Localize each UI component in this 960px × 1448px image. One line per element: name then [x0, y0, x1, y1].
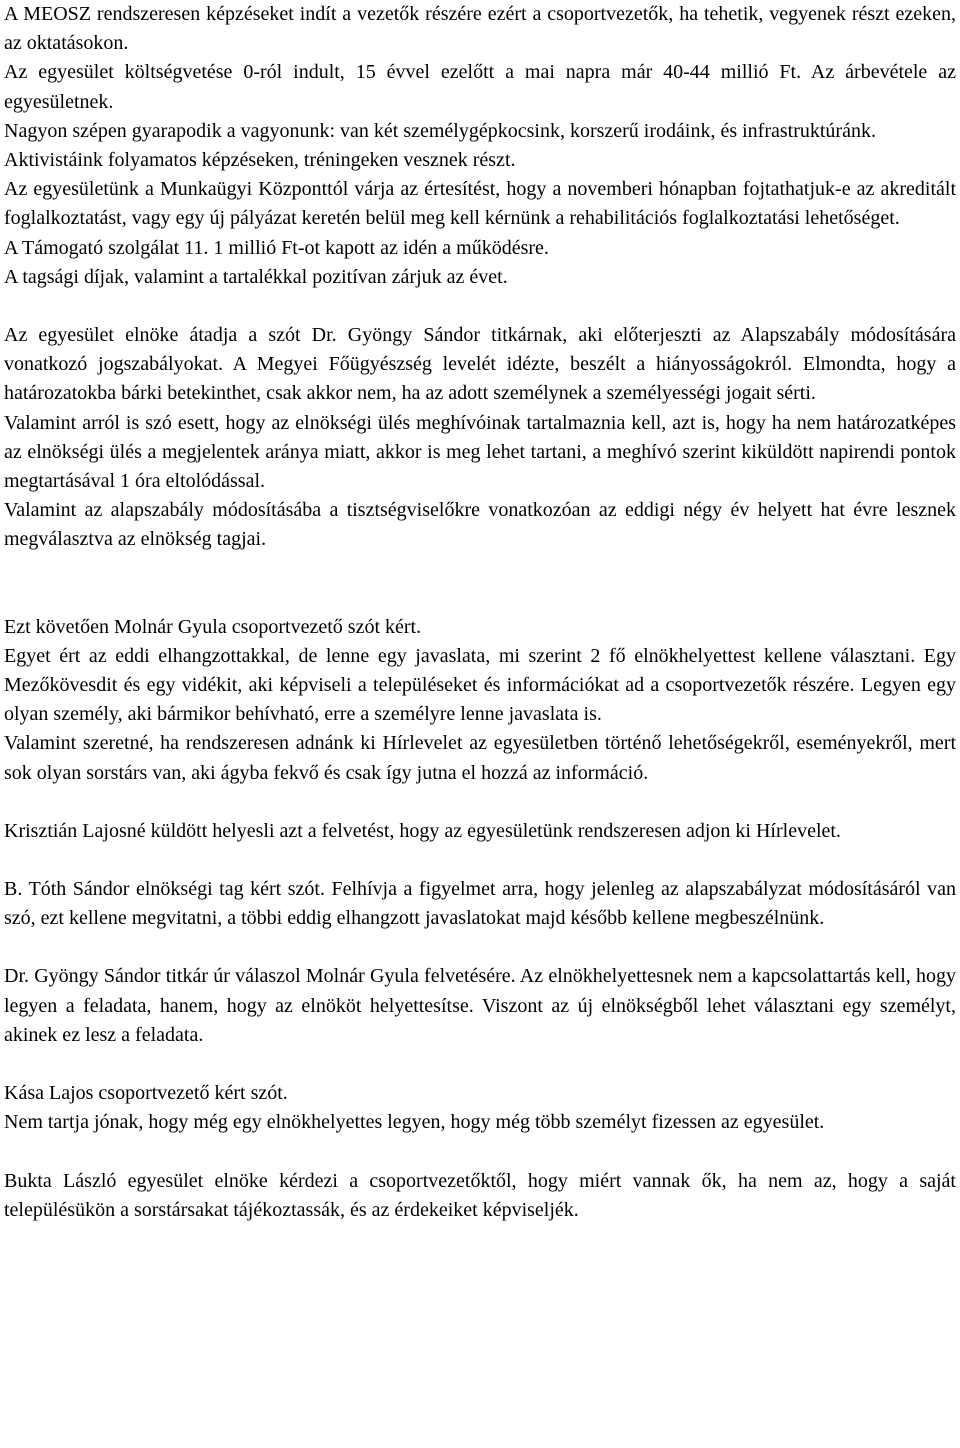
- paragraph-toth: B. Tóth Sándor elnökségi tag kért szót. Felhívja a figyelmet arra, hogy jelenleg az alapszabályzat módosításáról van szó, ezt kellene megvitatni, a többi eddig elhangzott javaslatokat majd később kellene megbeszélnünk.: [4, 878, 956, 930]
- paragraph-molnar-proposal: Egyet ért az eddi elhangzottakkal, de lenne egy javaslata, mi szerint 2 fő elnökhelyettest kellene választani. Egy Mezőkövesdit és egy vidékit, aki képviseli a településeket és információkat ad a csoportvezetők részére. Legyen egy olyan személy, aki bármikor behívható, erre a személyre lenne javaslata is.: [4, 644, 956, 726]
- paragraph-gyongy-reply: Dr. Gyöngy Sándor titkár úr válaszol Molnár Gyula felvetésére. Az elnökhelyettesnek nem a kapcsolattartás kell, hogy legyen a feladata, hanem, hogy az elnököt helyettesítse. Viszont az új elnökségből lehet választani egy személyt, akinek ez lesz a feladata.: [4, 965, 956, 1046]
- spacer: [4, 933, 956, 962]
- paragraph-budget: Az egyesület költségvetése 0-ról indult, 15 évvel ezelőtt a mai napra már 40-44 millió Ft. Az árbevétele az egyesületnek.: [4, 61, 956, 113]
- spacer: [4, 788, 956, 817]
- paragraph-support-service: A Támogató szolgálat 11. 1 millió Ft-ot kapott az idén a működésre.: [4, 236, 549, 259]
- spacer: [4, 555, 956, 613]
- paragraph-kasa-opinion: Nem tartja jónak, hogy még egy elnökhelyettes legyen, hogy még több személyt fizessen az egyesület.: [4, 1111, 825, 1134]
- paragraph-newsletter: Valamint szeretné, ha rendszeresen adnánk ki Hírlevelet az egyesületben történő lehetőségekről, eseményekről, mert sok olyan sorstárs van, aki ágyba fekvő és csak így jutna el hozzá az információ.: [4, 732, 956, 784]
- paragraph-bukta-question: Bukta László egyesület elnöke kérdezi a csoportvezetőktől, hogy miért vannak ők, ha nem az, hogy a saját településükön a sorstársakat tájékoztassák, és az érdekeiket képviseljék.: [4, 1169, 956, 1221]
- paragraph-krisztian: Krisztián Lajosné küldött helyesli azt a felvetést, hogy az egyesületünk rendszeresen adjon ki Hírlevelet.: [4, 819, 841, 842]
- paragraph-training: A MEOSZ rendszeresen képzéseket indít a vezetők részére ezért a csoportvezetők, ha tehetik, vegyenek részt ezeken, az oktatásokon.: [4, 3, 956, 55]
- paragraph-assets: Nagyon szépen gyarapodik a vagyonunk: van két személygépkocsink, korszerű irodáink, és infrastruktúránk.: [4, 119, 876, 142]
- paragraph-meeting-invitations: Valamint arról is szó esett, hogy az elnökségi ülés meghívóinak tartalmaznia kell, azt is, hogy ha nem határozatképes az elnökségi ülés a megjelentek aránya miatt, akkor is meg lehet tartani, a meghívó szerint kiküldött napirendi pontok megtartásával 1 óra eltolódással.: [4, 411, 956, 493]
- paragraph-activists: Aktivistáink folyamatos képzéseken, tréningeken vesznek részt.: [4, 149, 516, 172]
- paragraph-employment: Az egyesületünk a Munkaügyi Központtól várja az értesítést, hogy a novemberi hónapban fojtathatjuk-e az akreditált foglalkoztatást, vagy egy új pályázat keretén belül meg kell kérnünk a rehabilitációs foglalkoztatási lehetőséget.: [4, 178, 956, 230]
- paragraph-kasa-request: Kása Lajos csoportvezető kért szót.: [4, 1082, 288, 1105]
- spacer: [4, 846, 956, 875]
- spacer: [4, 1138, 956, 1167]
- spacer: [4, 1050, 956, 1079]
- paragraph-molnar-request: Ezt követően Molnár Gyula csoportvezető szót kért.: [4, 615, 422, 638]
- paragraph-membership-fees: A tagsági díjak, valamint a tartalékkal pozitívan zárjuk az évet.: [4, 265, 508, 288]
- document-page: [4, 0, 956, 1225]
- paragraph-term-change: Valamint az alapszabály módosításába a tisztségviselőkre vonatkozóan az eddigi négy év helyett hat évre lesznek megválasztva az elnökség tagjai.: [4, 499, 956, 551]
- paragraph-secretary-report: Az egyesület elnöke átadja a szót Dr. Gyöngy Sándor titkárnak, aki előterjeszti az Alapszabály módosítására vonatkozó jogszabályokat. A Megyei Főügyészség levelét idézte, beszélt a hiányosságokról. Elmondta, hogy a határozatokba bárki betekinthet, csak akkor nem, ha az adott személynek a személyességi jogait sérti.: [4, 324, 956, 405]
- spacer: [4, 292, 956, 321]
